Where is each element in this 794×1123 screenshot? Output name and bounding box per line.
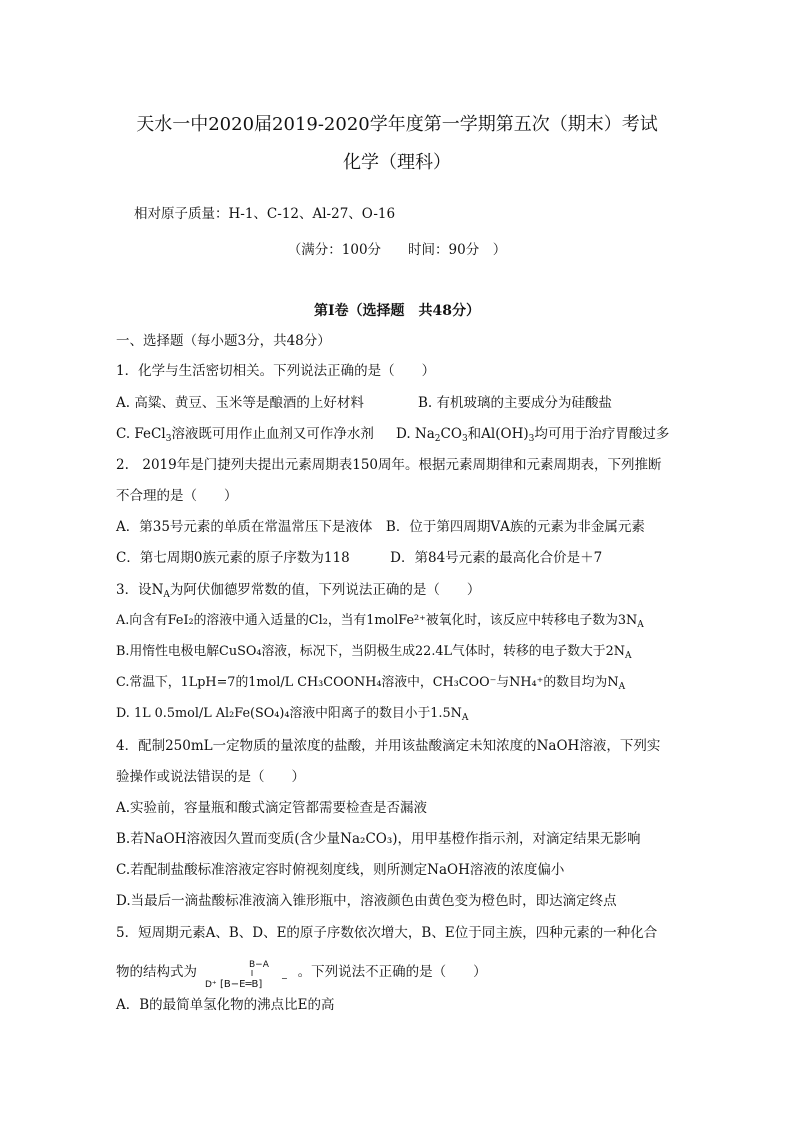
question-5-stem-line2: 物的结构式为 B−A D⁺ [B−E═B] − 。下列说法不正确的是（ ）: [116, 960, 487, 990]
question-1-stem: 1．化学与生活密切相关。下列说法正确的是（ ）: [116, 363, 436, 379]
question-3-stem: 3．设$N_A$为阿伏伽德罗常数的值，下列说法正确的是（ ）: [116, 582, 481, 600]
section-title: 第Ⅰ卷（选择题 共48分）: [313, 303, 481, 319]
question-1-option-a: A. 高粱、黄豆、玉米等是酿酒的上好材料: [116, 395, 364, 411]
question-4-stem-line1: 4．配制250mL一定物质的量浓度的盐酸，并用该盐酸滴定未知浓度的NaOH溶液，下列实: [116, 738, 661, 754]
question-3-option-a: A.向含有FeI₂的溶液中通入适量的Cl₂，当有1molFe²⁺被氧化时，该反应中转移电子数为$3N_A$: [116, 613, 644, 630]
question-1-option-d: D. $Na_2CO_3$和$Al(OH)_3$均可用于治疗胃酸过多: [396, 426, 670, 444]
question-4-option-b: B.若NaOH溶液因久置而变质(含少量Na₂CO₃)，用甲基橙作指示剂，对滴定结果无影响: [116, 831, 641, 847]
question-1-option-b: B. 有机玻璃的主要成分为硅酸盐: [418, 395, 613, 411]
structural-formula: [205, 958, 289, 992]
question-2-options-ab: A．第35号元素的单质在常温常压下是液体 B．位于第四周期ⅤA族的元素为非金属元素: [116, 519, 645, 535]
atomic-mass-note: 相对原子质量：H-1、C-12、Al-27、O-16: [134, 206, 396, 222]
question-3-option-b: B.用惰性电极电解CuSO₄溶液，标况下，当阴极生成22.4L气体时，转移的电子数大于$2N_A$: [116, 644, 632, 661]
structure-charge: −: [281, 974, 288, 983]
question-4-stem-line2: 验操作或说法错误的是（ ）: [116, 769, 305, 785]
structure-core: [B−E═B]: [220, 979, 263, 990]
question-4-option-c: C.若配制盐酸标准溶液定容时俯视刻度线，则所测定NaOH溶液的浓度偏小: [116, 862, 565, 878]
part-heading: 一、选择题（每小题3分，共48分）: [116, 333, 331, 349]
question-1-option-c: C. FeCl$_3$溶液既可用作止血剂又可作净水剂: [116, 426, 374, 444]
question-2-stem-line2: 不合理的是（ ）: [116, 488, 238, 504]
question-4-option-a: A.实验前，容量瓶和酸式滴定管都需要检查是否漏液: [116, 800, 428, 816]
question-3-option-d: D. 1L 0.5mol/L Al₂Fe(SO₄)₄溶液中阳离子的数目小于$1.5N_A$: [116, 706, 469, 723]
structure-cation: D⁺: [205, 980, 217, 990]
question-2-stem-line1: 2. 2019年是门捷列夫提出元素周期表150周年。根据元素周期律和元素周期表，下列推断: [116, 457, 662, 473]
exam-title: 天水一中2020届2019-2020学年度第一学期第五次（期末）考试: [136, 114, 658, 135]
question-2-options-cd: C．第七周期0族元素的原子序数为118 D．第84号元素的最高化合价是＋7: [116, 550, 603, 566]
question-4-option-d: D.当最后一滴盐酸标准液滴入锥形瓶中，溶液颜色由黄色变为橙色时，即达滴定终点: [116, 893, 617, 909]
score-time: （满分：100分 时间：90分 ）: [287, 242, 507, 258]
question-3-option-c: C.常温下，1LpH=7的1mol/L CH₃COONH₄溶液中，CH₃COO⁻与NH₄⁺的数目均为$N_A$: [116, 675, 626, 692]
exam-subtitle: 化学（理科）: [343, 152, 451, 173]
question-5-option-a: A．B的最简单氢化物的沸点比E的高: [116, 997, 335, 1013]
question-5-stem-line1: 5．短周期元素A、B、D、E的原子序数依次增大，B、E位于同主族，四种元素的一种化合: [116, 925, 658, 941]
structure-top: B−A: [249, 960, 270, 970]
